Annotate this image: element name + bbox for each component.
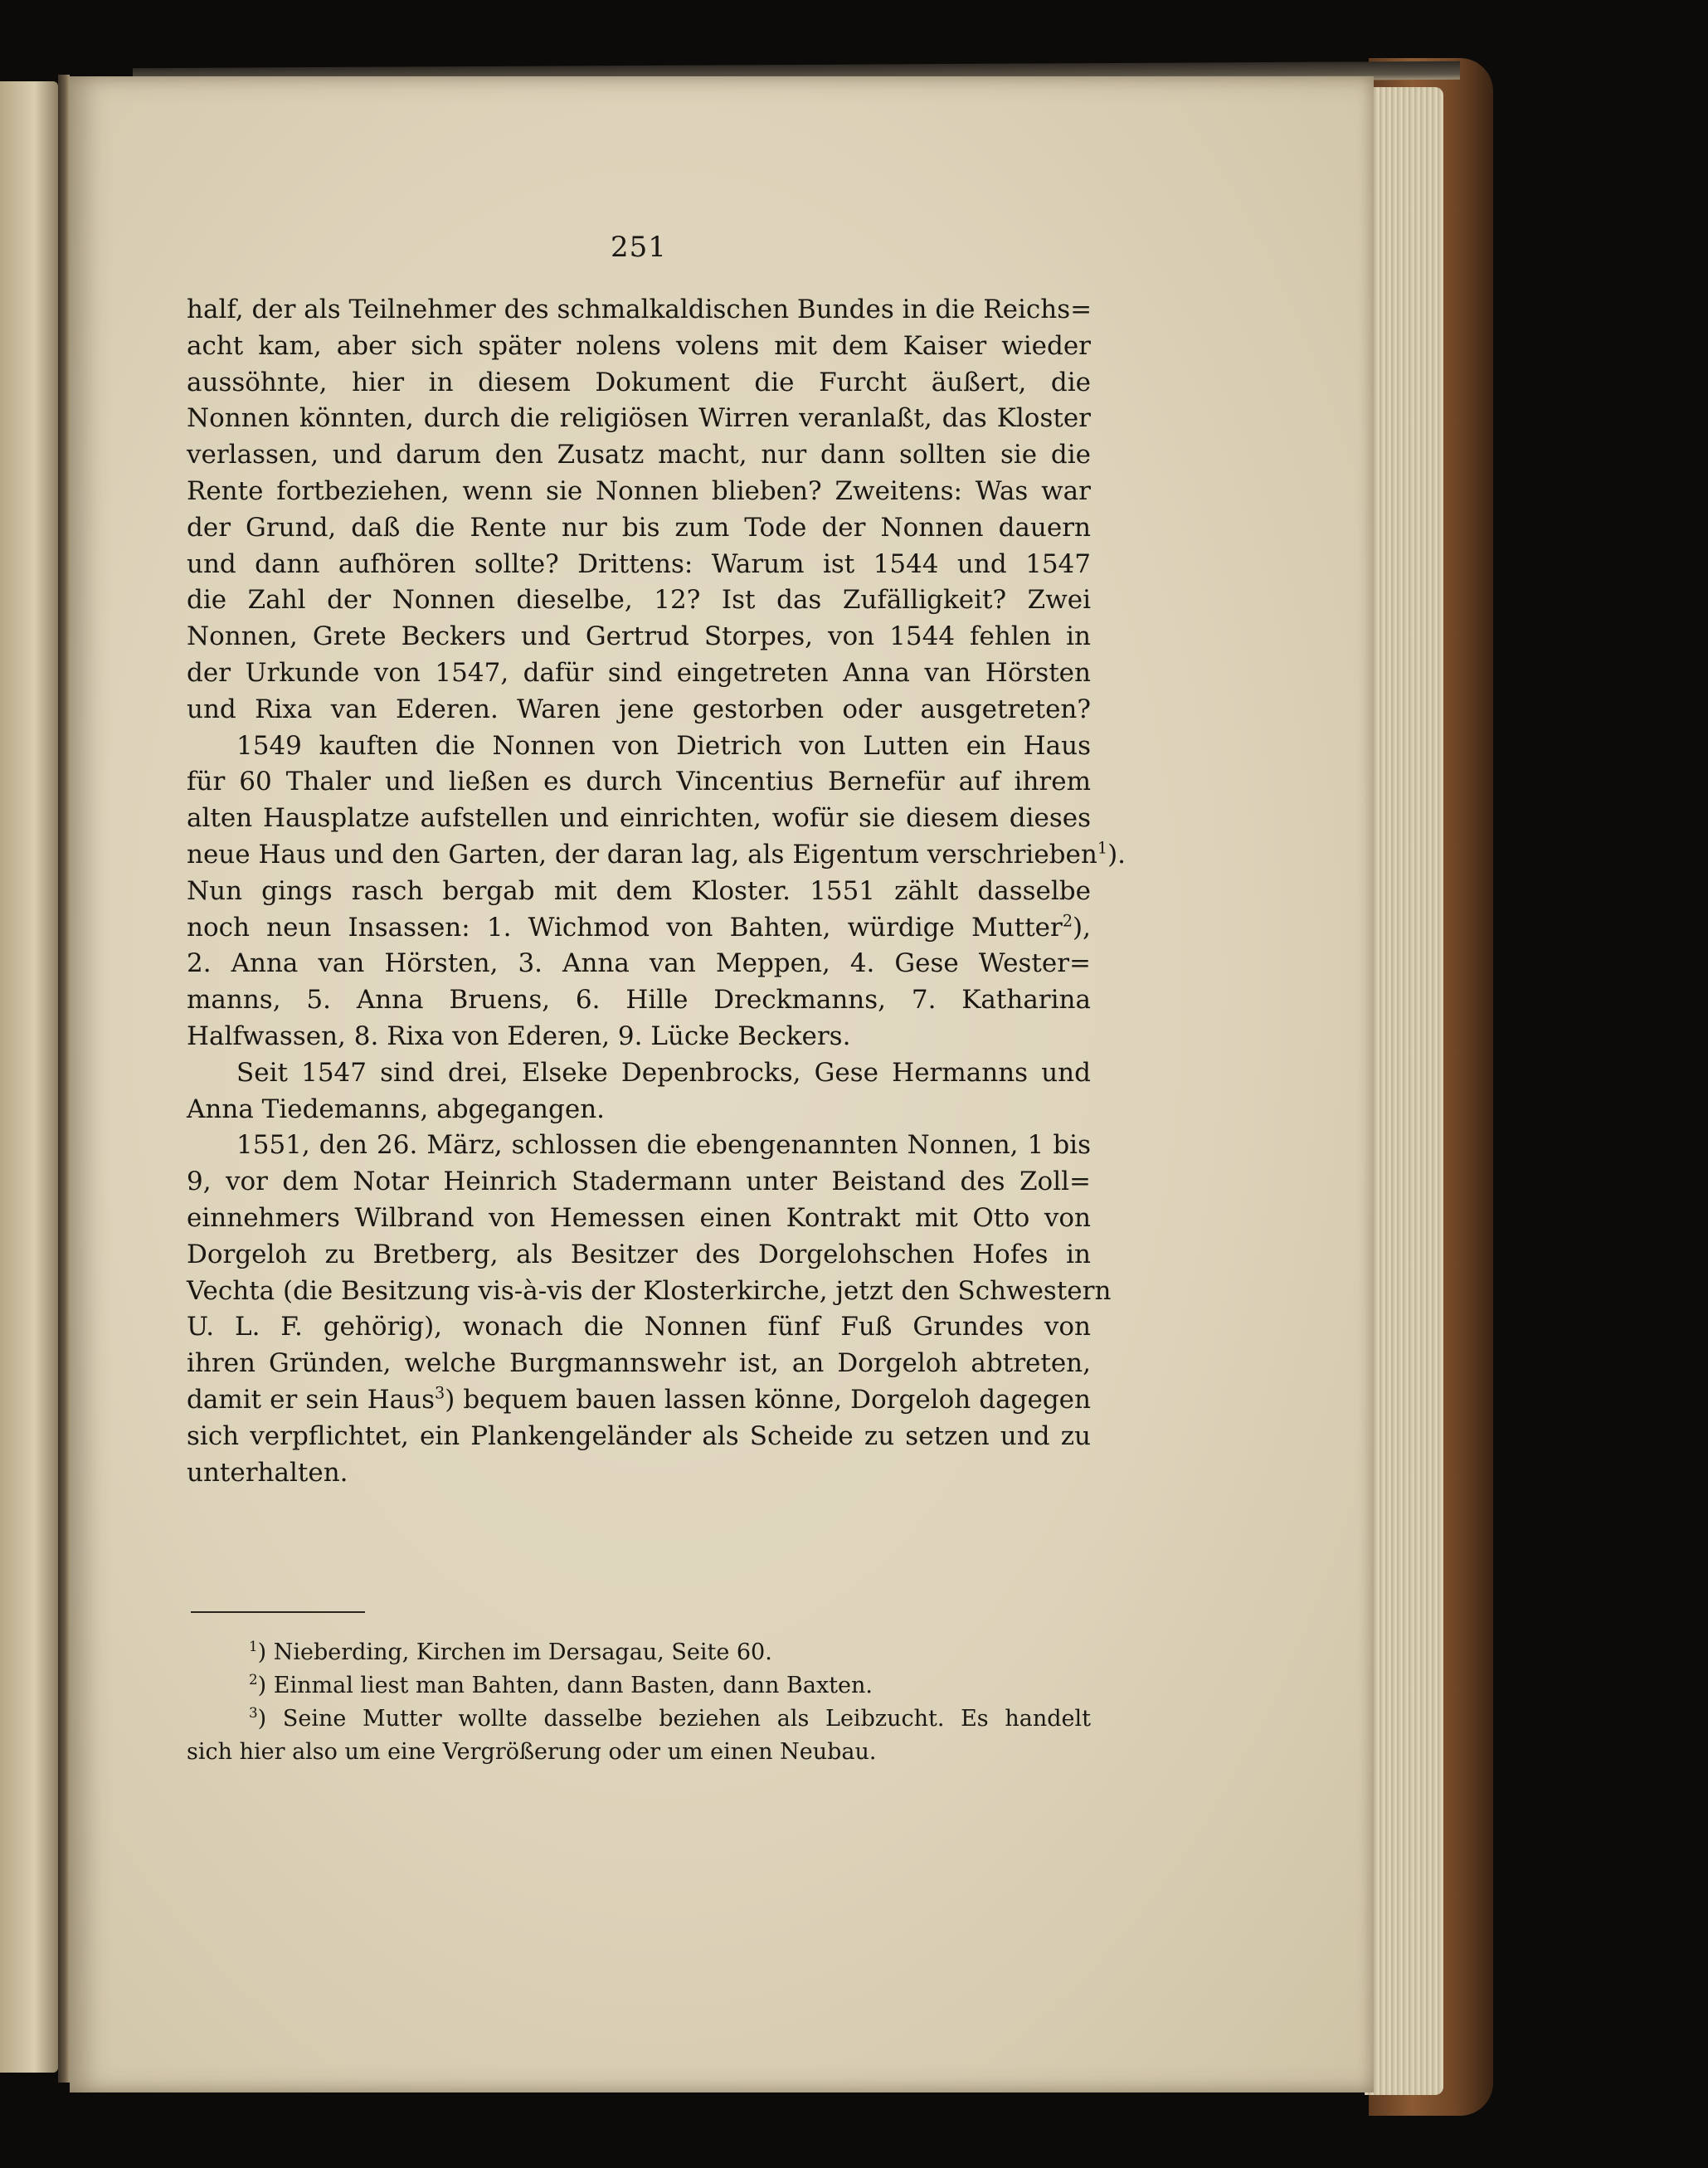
line-text: und Rixa van Ederen. Waren jene gestorben oder ausgetreten? [187, 694, 1091, 724]
line-text: neue Haus und den Garten, der daran lag, als Eigentum verschrieben [187, 839, 1097, 870]
footnotes [187, 1636, 1091, 1769]
line-text: Dorgeloh zu Bretberg, als Besitzer des Dorgelohschen Hofes in [187, 1239, 1091, 1269]
text-line [187, 837, 1127, 874]
text-line [187, 1274, 1112, 1310]
footnote-marker: 3 [435, 1383, 445, 1403]
footnote-number: 3 [249, 1704, 258, 1721]
line-text: 2. Anna van Hörsten, 3. Anna van Meppen, 4. Gese Wester= [187, 948, 1091, 979]
footnote-number: 2 [249, 1671, 258, 1688]
body-text [187, 292, 1127, 1491]
line-text: die Zahl der Nonnen dieselbe, 12? Ist das Zufälligkeit? Zwei [187, 585, 1091, 616]
text-line [187, 1237, 1091, 1274]
line-text: unterhalten. [187, 1457, 348, 1488]
text-line [187, 582, 1091, 619]
footnote [187, 1703, 1091, 1736]
line-text: Nonnen könnten, durch die religiösen Wirren veranlaßt, das Kloster [187, 403, 1091, 434]
footnote-text: ) Nieberding, Kirchen im Dersagau, Seite 60. [257, 1639, 772, 1665]
text-line [187, 510, 1091, 547]
line-tail: ). [1107, 839, 1127, 870]
page-number: 251 [611, 231, 667, 264]
footnote-divider [191, 1611, 365, 1613]
line-text: der Urkunde von 1547, dafür sind eingetreten Anna van Hörsten [187, 657, 1091, 688]
text-line [187, 401, 1091, 437]
line-text: Anna Tiedemanns, abgegangen. [187, 1094, 606, 1124]
line-text: 9, vor dem Notar Heinrich Stadermann unter Beistand des Zoll= [187, 1167, 1091, 1197]
line-text: sich verpflichtet, ein Plankengeländer als Scheide zu setzen und zu [187, 1420, 1091, 1451]
page-block-edge [1365, 87, 1443, 2095]
line-tail: ), [1073, 912, 1091, 943]
line-text: verlassen, und darum den Zusatz macht, nur dann sollten sie die [187, 440, 1091, 470]
facing-page-edge [0, 81, 58, 2073]
line-text: noch neun Insassen: 1. Wichmod von Bahten, würdige Mutter [187, 912, 1063, 943]
text-line [187, 365, 1091, 402]
line-text: damit er sein Haus [187, 1384, 436, 1415]
text-line [187, 764, 1091, 801]
text-line [187, 1455, 1091, 1492]
text-line [187, 946, 1091, 982]
text-line [187, 1419, 1091, 1455]
line-text: für 60 Thaler und ließen es durch Vincentius Bernefür auf ihrem [187, 767, 1091, 797]
line-text: Halfwassen, 8. Rixa von Ederen, 9. Lücke Beckers. [187, 1021, 851, 1051]
text-line [187, 437, 1091, 474]
book-gutter [58, 75, 70, 2083]
line-text: 1551, den 26. März, schlossen die ebengenannten Nonnen, 1 bis [236, 1130, 1091, 1161]
footnote [187, 1636, 1091, 1669]
text-line [187, 1309, 1091, 1346]
line-text: Seit 1547 sind drei, Elseke Depenbrocks, Gese Hermanns und [236, 1057, 1091, 1088]
line-text: Nun gings rasch bergab mit dem Kloster. 1551 zählt dasselbe [187, 875, 1091, 906]
line-text: 1549 kauften die Nonnen von Dietrich von Lutten ein Haus [236, 730, 1091, 761]
line-text: U. L. F. gehörig), wonach die Nonnen fünf Fuß Grundes von [187, 1312, 1091, 1342]
footnote-text: sich hier also um eine Vergrößerung oder um einen Neubau. [187, 1739, 877, 1765]
footnote-marker: 2 [1062, 911, 1073, 931]
text-line [187, 1019, 1091, 1055]
footnote-number: 1 [249, 1638, 258, 1654]
footnote [187, 1736, 1091, 1769]
text-line [187, 1201, 1091, 1237]
line-text: manns, 5. Anna Bruens, 6. Hille Dreckmanns, 7. Katharina [187, 985, 1091, 1016]
footnote [187, 1669, 1091, 1703]
line-text: alten Hausplatze aufstellen und einrichten, wofür sie diesem dieses [187, 803, 1091, 834]
text-line [187, 801, 1091, 837]
line-tail: ) bequem bauen lassen könne, Dorgeloh dagegen [445, 1384, 1091, 1415]
text-line [187, 1128, 1091, 1164]
line-text: Vechta (die Besitzung vis-à-vis der Klosterkirche, jetzt den Schwestern [187, 1275, 1112, 1306]
line-text: ihren Gründen, welche Burgmannswehr ist, an Dorgeloh abtreten, [187, 1348, 1091, 1379]
footnote-text: ) Seine Mutter wollte dasselbe beziehen als Leibzucht. Es handelt [257, 1706, 1091, 1732]
line-text: der Grund, daß die Rente nur bis zum Tode der Nonnen dauern [187, 512, 1091, 543]
line-text: aussöhnte, hier in diesem Dokument die Furcht äußert, die [187, 367, 1091, 397]
text-line [187, 1382, 1091, 1419]
text-line [187, 292, 1091, 329]
text-line [187, 982, 1091, 1019]
text-line [187, 692, 1091, 728]
text-line [187, 728, 1091, 765]
line-text: einnehmers Wilbrand von Hemessen einen Kontrakt mit Otto von [187, 1202, 1091, 1233]
text-line [187, 1346, 1091, 1382]
text-line [187, 655, 1091, 692]
text-line [187, 1055, 1091, 1092]
line-text: Rente fortbeziehen, wenn sie Nonnen blieben? Zweitens: Was war [187, 475, 1091, 506]
text-line [187, 547, 1091, 583]
text-line [187, 910, 1091, 947]
text-line [187, 474, 1091, 510]
text-line [187, 874, 1091, 910]
text-line [187, 329, 1091, 365]
footnote-marker: 1 [1097, 838, 1108, 858]
text-line [187, 1092, 1091, 1128]
text-line [187, 1164, 1091, 1201]
line-text: half, der als Teilnehmer des schmalkaldischen Bundes in die Reichs= [187, 295, 1092, 324]
footnote-text: ) Einmal liest man Bahten, dann Basten, dann Baxten. [257, 1673, 873, 1698]
line-text: und dann aufhören sollte? Drittens: Warum ist 1544 und 1547 [187, 548, 1091, 579]
line-text: Nonnen, Grete Beckers und Gertrud Storpes, von 1544 fehlen in [187, 621, 1091, 652]
text-line [187, 619, 1091, 655]
line-text: acht kam, aber sich später nolens volens mit dem Kaiser wieder [187, 330, 1091, 361]
